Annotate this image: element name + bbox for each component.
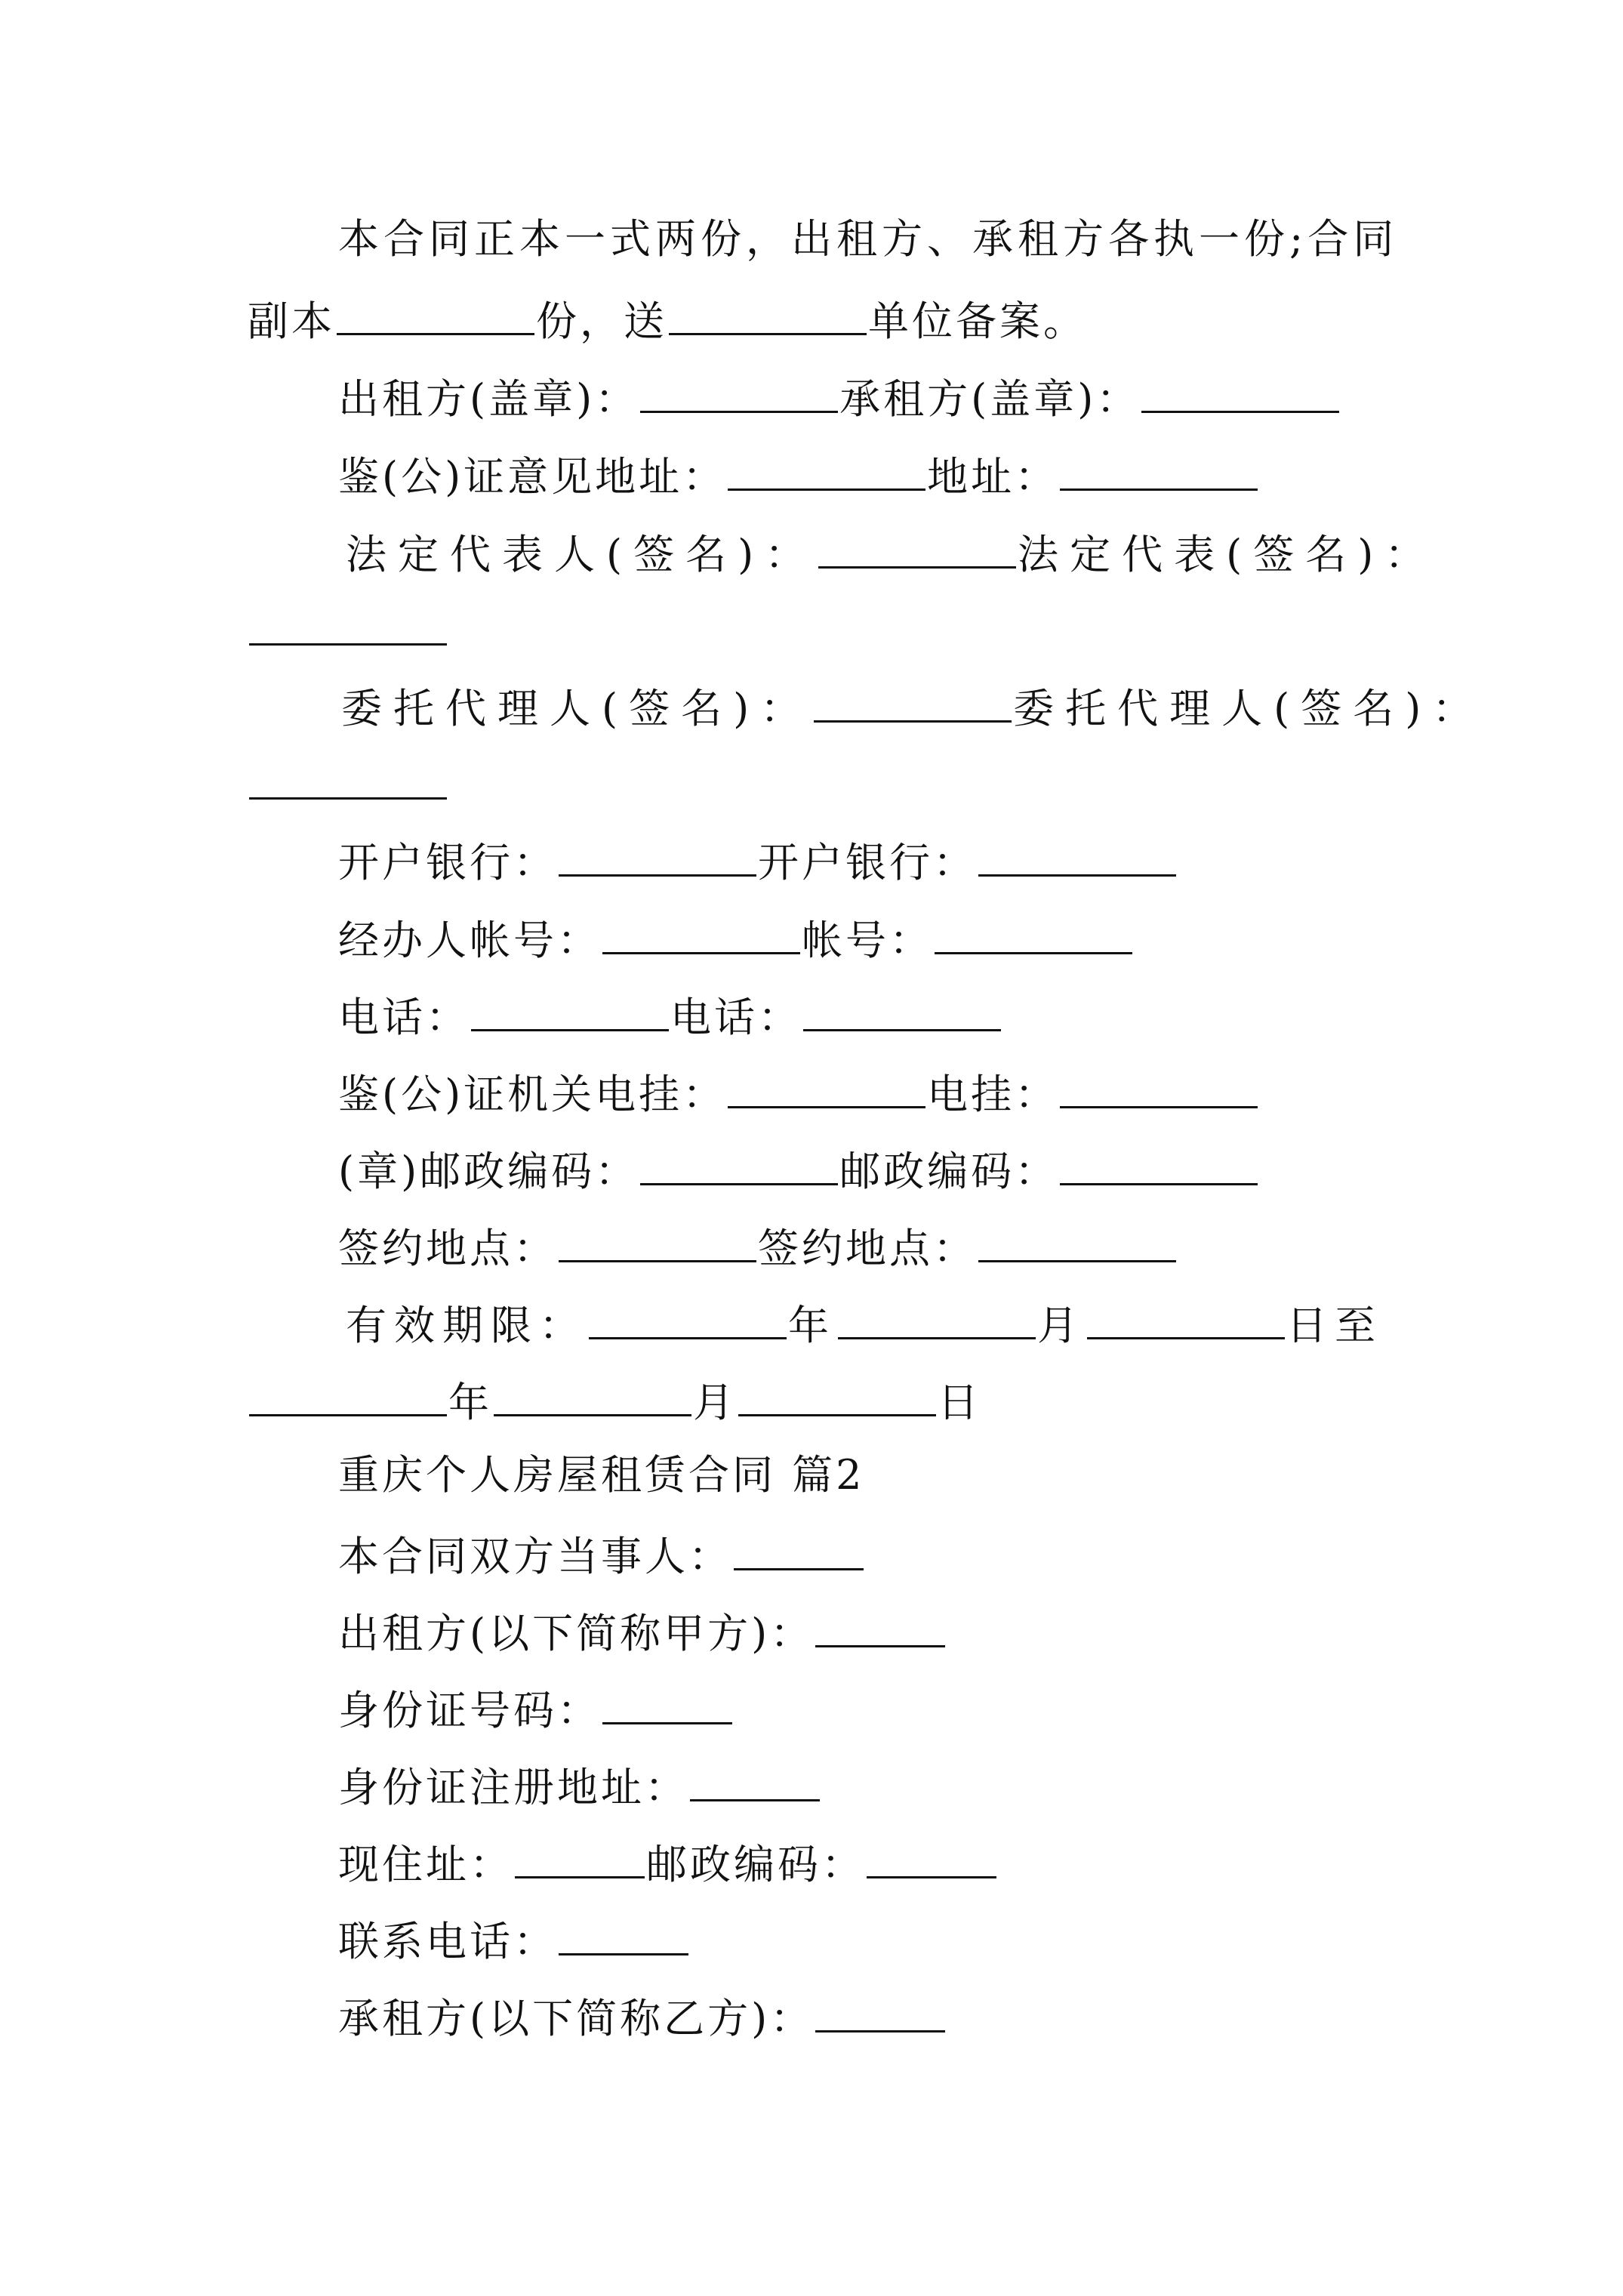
blank-field	[559, 1911, 688, 1955]
blank-field	[838, 1295, 1036, 1339]
lessor-seal-line: 出租方(盖章)： 承租方(盖章)：	[338, 368, 1341, 421]
signing-place-line: 签约地点： 签约地点：	[338, 1218, 1178, 1271]
blank-field	[815, 1603, 945, 1647]
blank-field	[602, 1680, 732, 1724]
blank-field	[1087, 1295, 1285, 1339]
postal-code-line: (章)邮政编码： 邮政编码：	[338, 1141, 1259, 1194]
section-heading: 重庆个人房屋租赁合同 篇2	[338, 1451, 865, 1499]
bank-line: 开户银行： 开户银行：	[338, 832, 1178, 885]
blank-field	[867, 1834, 996, 1878]
blank-field	[728, 1064, 925, 1108]
blank-field	[1141, 368, 1339, 413]
blank-field	[249, 755, 447, 800]
blank-field	[978, 1218, 1176, 1262]
current-address-line: 现住址： 邮政编码：	[338, 1834, 998, 1887]
blank-field	[815, 1988, 945, 2032]
agent-line: 委托代理人(签名)： 委托代理人(签名)：	[341, 678, 1484, 731]
blank-field	[1060, 446, 1258, 491]
blank-field	[1060, 1064, 1258, 1108]
blank-field	[515, 1834, 645, 1878]
blank-field	[818, 524, 1016, 569]
blank-field	[249, 601, 447, 646]
blank-field	[803, 987, 1001, 1031]
blank-field	[738, 1372, 936, 1416]
blank-field	[249, 1372, 447, 1416]
id-address-line: 身份证注册地址：	[338, 1757, 821, 1810]
agent-blank	[248, 755, 448, 808]
id-number-line: 身份证号码：	[338, 1680, 734, 1733]
blank-field	[559, 832, 756, 877]
legal-representative-blank	[248, 601, 448, 654]
blank-field	[337, 291, 534, 335]
blank-field	[935, 910, 1132, 954]
blank-field	[589, 1295, 787, 1339]
blank-field	[559, 1218, 756, 1262]
validity-line: 有效期限： 年 月 日至	[346, 1295, 1383, 1348]
account-line: 经办人帐号： 帐号：	[338, 910, 1134, 963]
legal-representative-line: 法定代表人(签名)： 法定代表(签名)：	[346, 524, 1437, 577]
lessee-line: 承租方(以下简称乙方)：	[338, 1988, 947, 2041]
blank-field	[471, 987, 669, 1031]
blank-field	[734, 1526, 864, 1570]
blank-field	[728, 446, 925, 491]
blank-field	[640, 368, 838, 413]
clause-copies-continued: 副本 份，送 单位备案。	[248, 291, 1087, 344]
blank-field	[1060, 1141, 1258, 1185]
telegraph-line: 鉴(公)证机关电挂： 电挂：	[338, 1064, 1259, 1117]
lessor-line: 出租方(以下简称甲方)：	[338, 1603, 947, 1656]
blank-field	[494, 1372, 691, 1416]
blank-field	[814, 678, 1012, 723]
validity-line-continued: 年 月 日	[248, 1372, 981, 1425]
contact-phone-line: 联系电话：	[338, 1911, 690, 1964]
clause-copies: 本合同正本一式两份，出租方、承租方各执一份;合同	[338, 215, 1399, 263]
blank-field	[669, 291, 867, 335]
blank-field	[978, 832, 1176, 877]
phone-line: 电话： 电话：	[338, 987, 1002, 1040]
blank-field	[640, 1141, 838, 1185]
parties-line: 本合同双方当事人：	[338, 1526, 865, 1579]
blank-field	[690, 1757, 820, 1801]
notary-address-line: 鉴(公)证意见地址： 地址：	[338, 446, 1259, 499]
blank-field	[602, 910, 800, 954]
